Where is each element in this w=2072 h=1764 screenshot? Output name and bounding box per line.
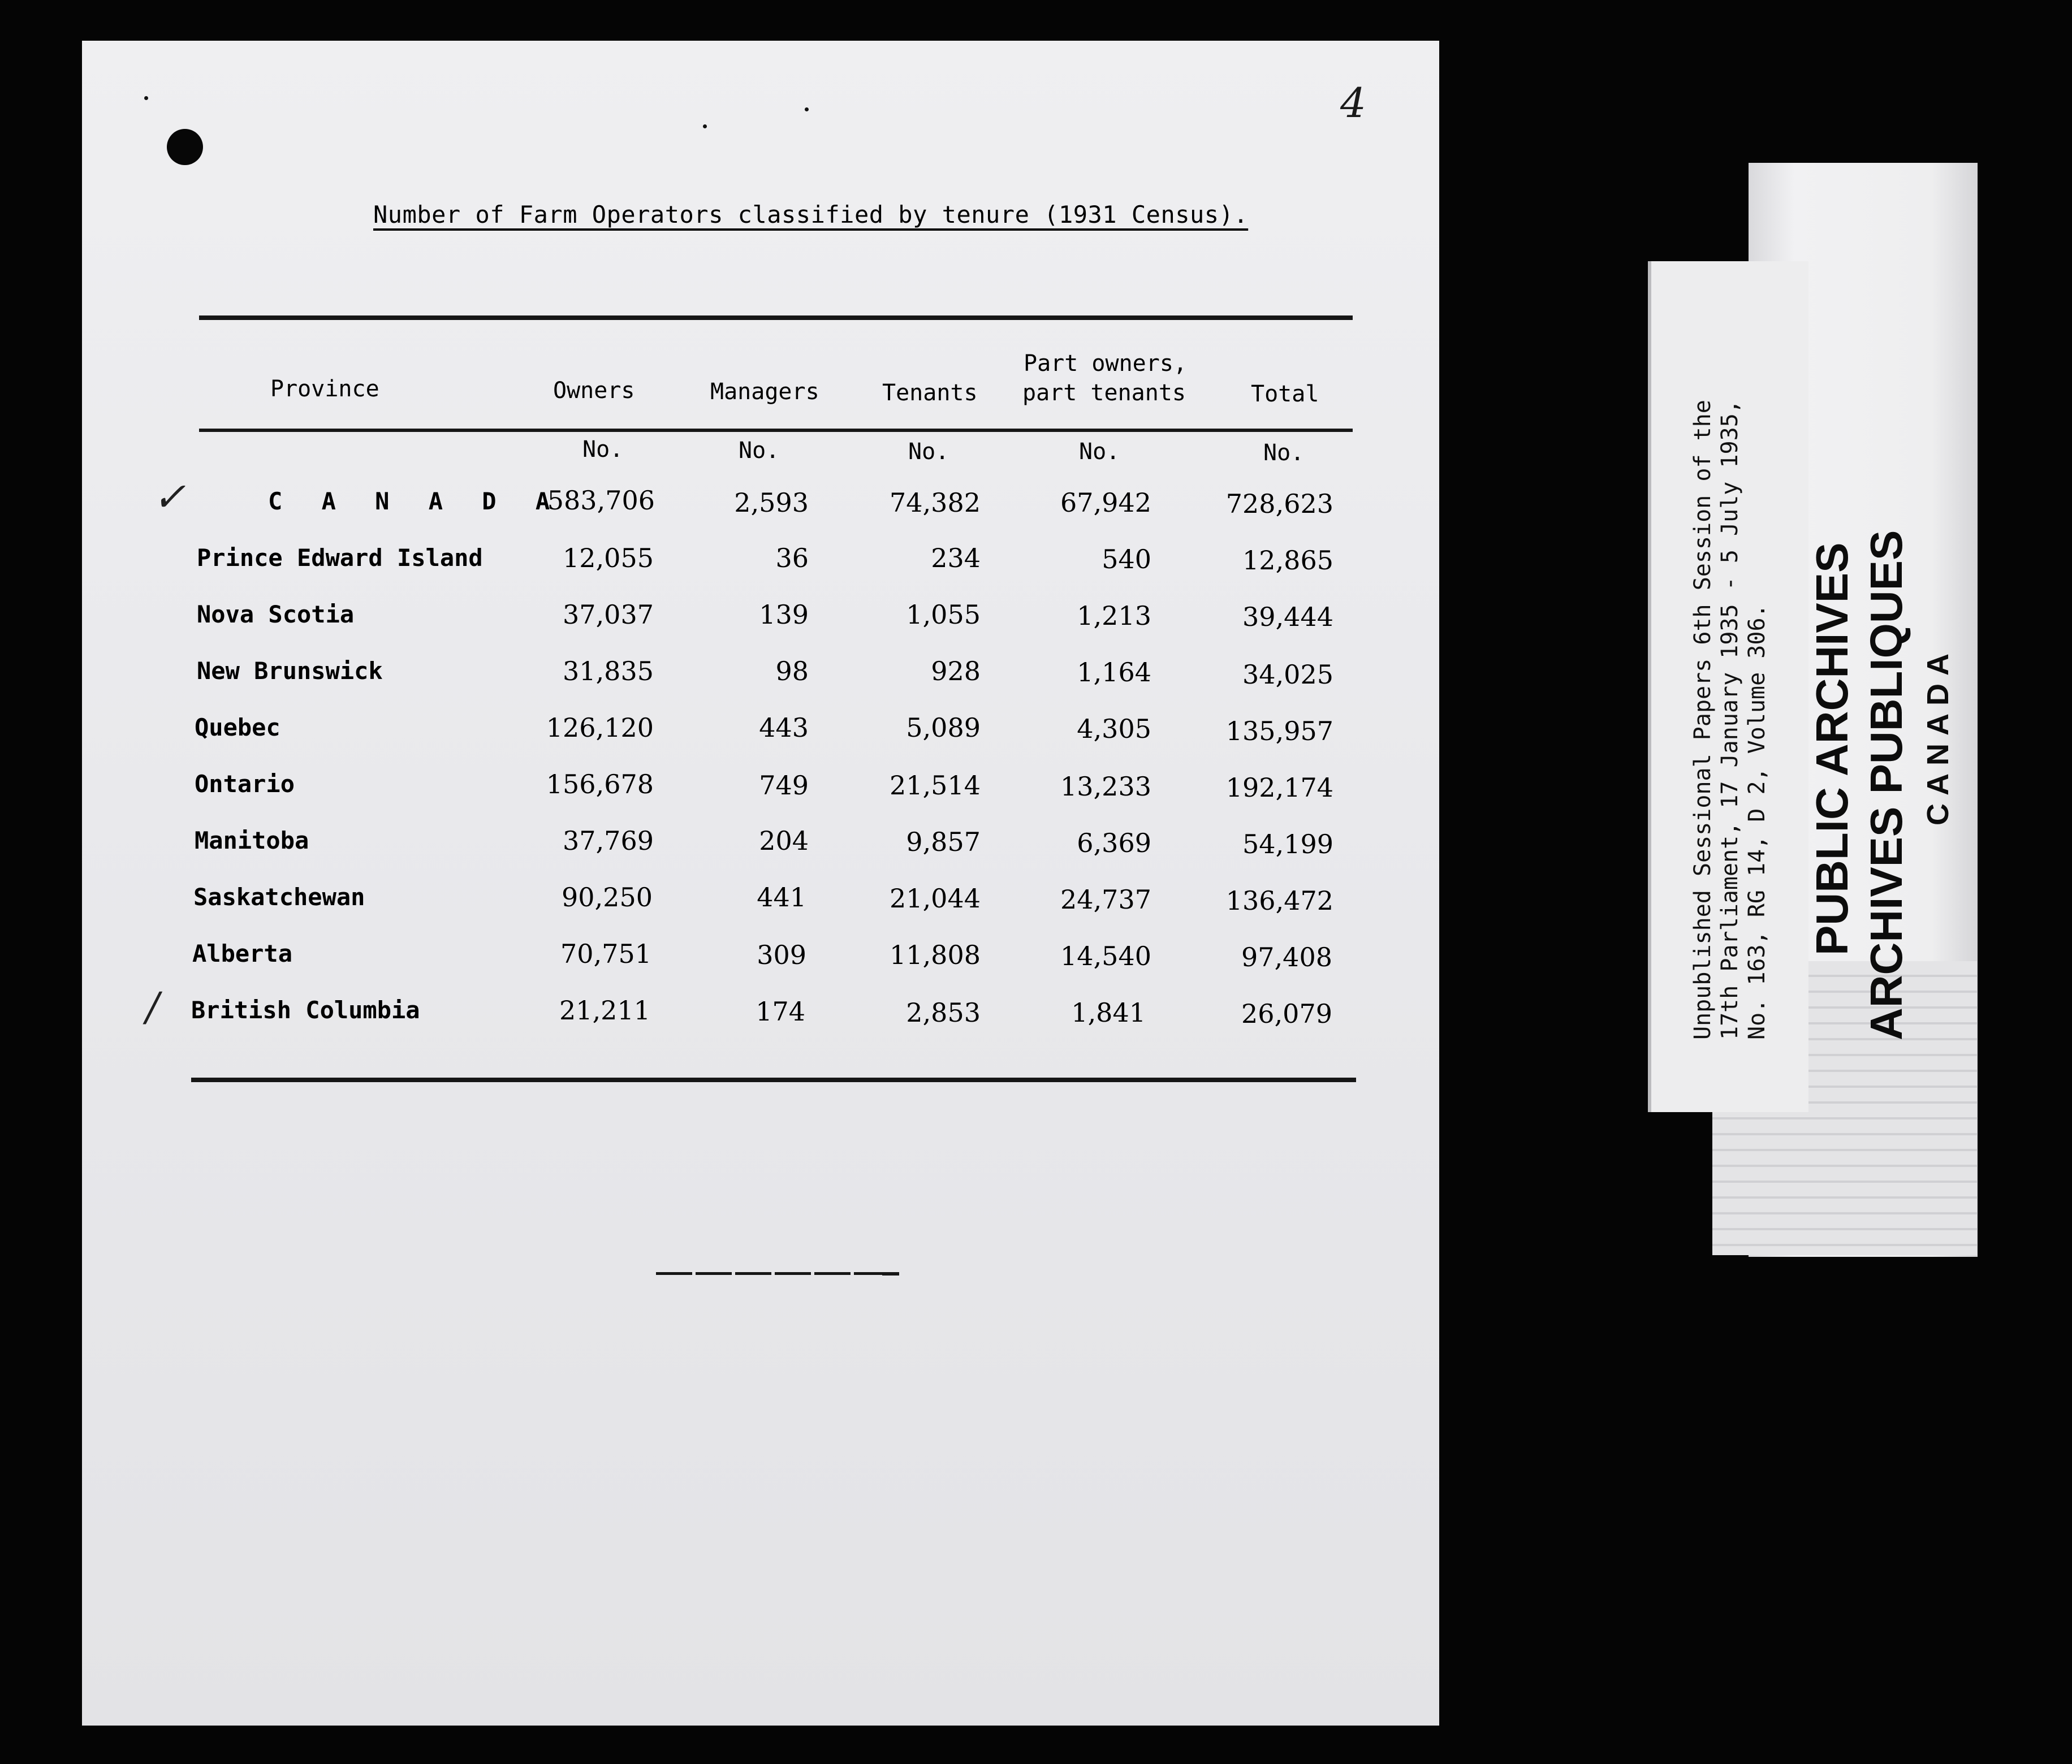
unit-managers: No. — [739, 438, 780, 464]
page-number: 4 — [1340, 79, 1366, 127]
cell-owners: 12,055 — [563, 543, 654, 573]
cell-tenants: 2,853 — [906, 997, 981, 1028]
cell-tenants: 11,808 — [890, 940, 981, 970]
page-title: Number of Farm Operators classified by tenure (1931 Census). — [373, 201, 1249, 228]
cell-managers: 36 — [775, 543, 809, 573]
speck — [805, 107, 809, 111]
speck — [144, 96, 148, 100]
cell-total: 39,444 — [1242, 602, 1333, 632]
cell-owners: 70,751 — [560, 939, 651, 969]
check-mark: ✓ — [153, 474, 186, 520]
end-rule — [656, 1272, 899, 1275]
cell-total: 136,472 — [1225, 885, 1333, 916]
header-tenants: Tenants — [882, 380, 978, 406]
header-managers: Managers — [710, 379, 819, 405]
cell-part: 67,942 — [1060, 487, 1151, 518]
header-total: Total — [1251, 381, 1319, 407]
cell-total: 26,079 — [1241, 998, 1332, 1029]
cell-part: 4,305 — [1077, 714, 1151, 744]
speck — [703, 124, 707, 128]
cell-owners: 583,706 — [547, 485, 655, 516]
cell-total: 97,408 — [1241, 942, 1332, 972]
cell-total: 12,865 — [1242, 545, 1333, 576]
cell-total: 34,025 — [1242, 659, 1333, 690]
row-label: Ontario — [195, 770, 295, 798]
cell-managers: 309 — [757, 940, 806, 970]
punch-hole — [167, 129, 203, 165]
cell-part: 13,233 — [1060, 771, 1151, 802]
end-dash — [882, 1272, 899, 1276]
cell-part: 1,164 — [1077, 657, 1151, 688]
row-label: Alberta — [192, 940, 293, 967]
stamp-line: ARCHIVES PUBLIQUES — [1861, 530, 1911, 1040]
unit-owners: No. — [582, 436, 624, 462]
cell-owners: 156,678 — [546, 769, 654, 799]
archive-reference-line: No. 163, RG 14, D 2, Volume 306. — [1744, 604, 1770, 1040]
row-label: C A N A D A — [268, 487, 563, 515]
cell-tenants: 1,055 — [906, 599, 981, 630]
archive-reference-line: Unpublished Sessional Papers 6th Session of the — [1690, 400, 1716, 1040]
cell-tenants: 21,044 — [890, 883, 981, 914]
row-label: Manitoba — [195, 827, 309, 854]
header-province: Province — [270, 376, 379, 402]
top-rule — [199, 315, 1353, 320]
cell-managers: 441 — [757, 882, 806, 913]
cell-part: 540 — [1102, 544, 1151, 574]
cell-tenants: 21,514 — [890, 770, 981, 801]
cell-tenants: 234 — [931, 543, 981, 573]
cell-tenants: 9,857 — [906, 827, 981, 857]
cell-managers: 443 — [759, 712, 809, 743]
row-label: Quebec — [195, 714, 280, 741]
cell-part: 6,369 — [1077, 828, 1151, 858]
header-part-line2: part tenants — [1022, 380, 1186, 406]
cell-owners: 126,120 — [546, 712, 654, 743]
cell-managers: 139 — [759, 599, 809, 630]
stamp-line: PUBLIC ARCHIVES — [1807, 542, 1857, 956]
cell-part: 1,841 — [1071, 997, 1146, 1028]
cell-owners: 31,835 — [563, 656, 654, 686]
row-label: Nova Scotia — [197, 600, 355, 628]
cell-part: 1,213 — [1077, 600, 1151, 631]
cell-tenants: 74,382 — [890, 487, 981, 518]
row-label: Saskatchewan — [193, 883, 365, 911]
header-rule — [199, 429, 1353, 432]
cell-tenants: 5,089 — [906, 712, 981, 743]
cell-managers: 2,593 — [734, 487, 809, 518]
header-part-line1: Part owners, — [1024, 351, 1187, 377]
archive-reference-line: 17th Parliament, 17 January 1935 - 5 July 1935, — [1717, 400, 1743, 1040]
cell-total: 192,174 — [1225, 772, 1333, 803]
archive-reference — [1689, 333, 1771, 1040]
unit-part: No. — [1079, 439, 1120, 465]
cell-total: 135,957 — [1225, 716, 1333, 746]
header-owners: Owners — [553, 378, 635, 404]
cell-part: 24,737 — [1060, 884, 1151, 915]
cell-owners: 90,250 — [562, 882, 653, 913]
row-label: British Columbia — [191, 996, 420, 1024]
row-label: New Brunswick — [197, 657, 383, 685]
cell-total: 54,199 — [1242, 829, 1333, 859]
cell-total: 728,623 — [1225, 488, 1333, 519]
cell-part: 14,540 — [1060, 941, 1151, 971]
cell-managers: 204 — [759, 825, 809, 856]
cell-managers: 174 — [756, 996, 805, 1027]
cell-tenants: 928 — [931, 656, 981, 686]
cell-managers: 98 — [775, 656, 809, 686]
cell-owners: 21,211 — [559, 995, 650, 1026]
bottom-rule — [191, 1078, 1356, 1082]
check-mark: / — [146, 984, 159, 1030]
cell-owners: 37,037 — [563, 599, 654, 630]
archives-stamp — [1805, 362, 1956, 1040]
row-label: Prince Edward Island — [197, 544, 483, 572]
stamp-line: CANADA — [1921, 646, 1955, 825]
cell-managers: 749 — [759, 770, 809, 801]
cell-owners: 37,769 — [563, 825, 654, 856]
unit-tenants: No. — [908, 439, 949, 465]
unit-total: No. — [1263, 440, 1305, 466]
